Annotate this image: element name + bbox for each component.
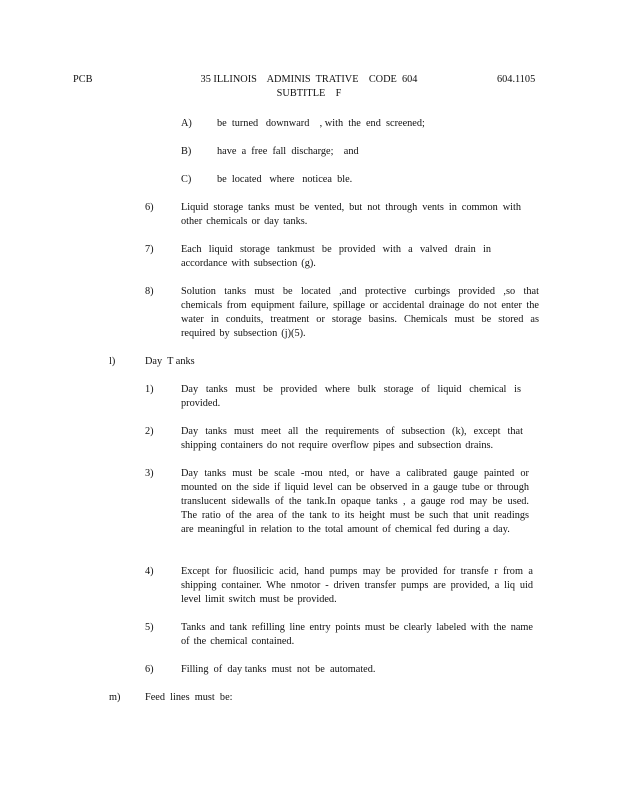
- item-text: have a free fall discharge; and: [217, 146, 359, 157]
- section-text: Feed lines must be:: [145, 692, 233, 703]
- item-label: B): [181, 146, 192, 157]
- section-label: m): [109, 692, 121, 703]
- item-text: Liquid storage tanks must be vented, but not through vents in common with other chemicals or day tanks.: [181, 202, 521, 227]
- item-label: 4): [145, 566, 154, 577]
- item-text: Except for fluosilicic acid, hand pumps may be provided for transfe r from a shipping container. Whe nmotor - driven transfer pumps are provided, a liq uid level limit switch must be provided.: [181, 566, 533, 605]
- header-subtitle: SUBTITLE F: [276, 88, 342, 99]
- item-text: Each liquid storage tankmust be provided with a valved drain in accordance with subsection (g).: [181, 244, 491, 269]
- item-text: Day tanks must meet all the requirements of subsection (k), except that shipping containers do not require overflow pipes and subsection drains.: [181, 426, 523, 451]
- item-label: 6): [145, 664, 154, 675]
- item-label: 8): [145, 286, 154, 297]
- header-section-number: 604.1105: [497, 74, 536, 85]
- item-label: A): [181, 118, 192, 129]
- item-label: 2): [145, 426, 154, 437]
- item-label: 1): [145, 384, 154, 395]
- item-text: be turned downward , with the end screened;: [217, 118, 425, 129]
- item-text: Filling of day tanks must not be automated.: [181, 664, 376, 675]
- item-label: 7): [145, 244, 154, 255]
- section-label: l): [109, 356, 116, 367]
- header-title: 35 ILLINOIS ADMINIS TRATIVE CODE 604: [200, 74, 418, 85]
- item-label: C): [181, 174, 192, 185]
- item-text: Tanks and tank refilling line entry points must be clearly labeled with the name of the chemical contained.: [181, 622, 533, 647]
- item-label: 3): [145, 468, 154, 479]
- item-text: Solution tanks must be located ,and protective curbings provided ,so that chemicals from equipment failure, spillage or accidental drainage do not enter the water in conduits, treatment or storage basins. Chemicals must be stored as required by subsection (j)(5).: [181, 286, 539, 339]
- section-heading: Day T anks: [145, 356, 195, 367]
- header-agency: PCB: [73, 74, 93, 85]
- item-label: 6): [145, 202, 154, 213]
- item-text: be located where noticea ble.: [217, 174, 353, 185]
- item-text: Day tanks must be provided where bulk storage of liquid chemical is provided.: [181, 384, 521, 409]
- item-text: Day tanks must be scale -mou nted, or have a calibrated gauge painted or mounted on the side if liquid level can be observed in a gauge tube or through translucent sidewalls of the tank.In opaque tanks , a gauge rod may be used. The ratio of the area of the tank to its height must be such that unit readings are meaningful in relation to the total amount of chemical fed during a day.: [181, 468, 529, 535]
- item-label: 5): [145, 622, 154, 633]
